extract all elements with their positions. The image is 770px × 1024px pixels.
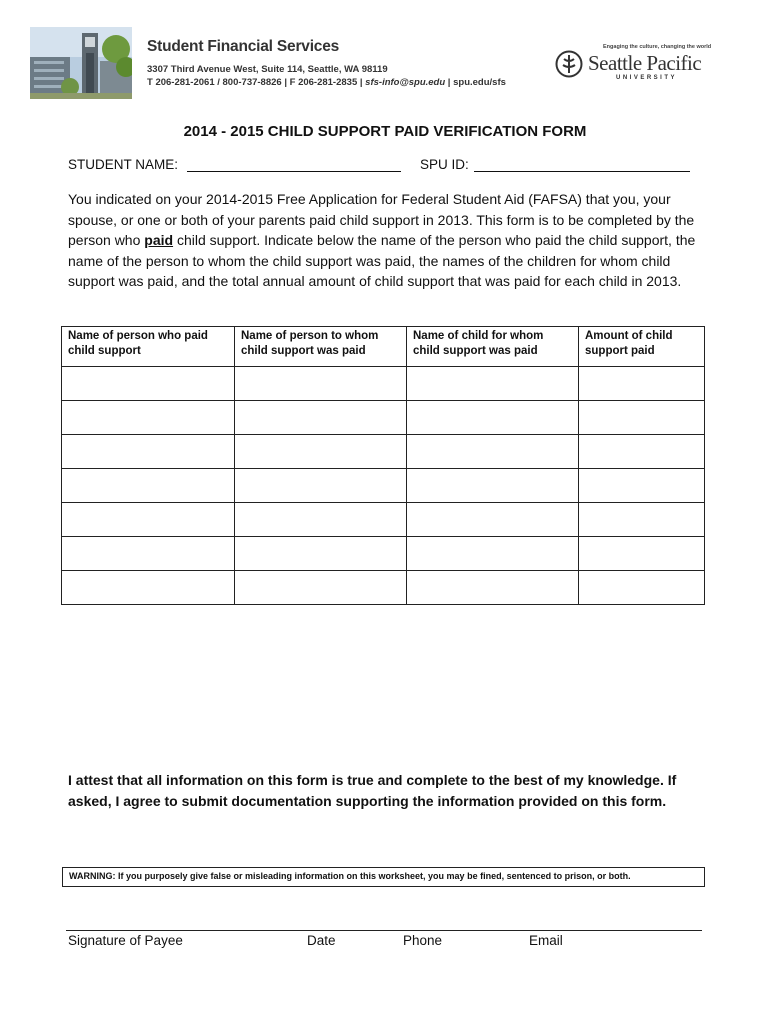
cell-input-payer[interactable]	[62, 537, 234, 570]
column-header-payer: Name of person who paid child support	[62, 327, 235, 367]
table-cell-recipient[interactable]	[235, 503, 407, 537]
table-row	[62, 503, 705, 537]
contact-web: spu.edu/sfs	[453, 77, 506, 88]
cell-input-payer[interactable]	[62, 503, 234, 536]
cell-input-payer[interactable]	[62, 571, 234, 604]
cell-input-amount[interactable]	[579, 435, 704, 468]
contact-email: sfs-info@spu.edu	[365, 77, 446, 88]
table-cell-payer[interactable]	[62, 435, 235, 469]
table-cell-child[interactable]	[407, 503, 579, 537]
signature-payee-label: Signature of Payee	[68, 933, 183, 948]
table-cell-payer[interactable]	[62, 401, 235, 435]
table-body	[62, 367, 705, 605]
table-row	[62, 571, 705, 605]
attestation-text: I attest that all information on this form is true and complete to the best of my knowledge. If asked, I agree to submit documentation supporting the information provided on this form.	[68, 772, 677, 809]
table-cell-amount[interactable]	[579, 401, 705, 435]
table-row	[62, 537, 705, 571]
cell-input-amount[interactable]	[579, 571, 704, 604]
cell-input-child[interactable]	[407, 401, 578, 434]
cell-input-payer[interactable]	[62, 401, 234, 434]
table-header-row	[62, 327, 705, 367]
cell-input-recipient[interactable]	[235, 367, 406, 400]
contact-fax: F 206-281-2835	[289, 77, 358, 88]
signature-date-label: Date	[307, 933, 336, 948]
office-contact: T 206-281-2061 / 800-737-8826 | F 206-281-2835 | sfs-info@spu.edu | spu.edu/sfs	[147, 77, 506, 88]
cell-input-amount[interactable]	[579, 469, 704, 502]
table-cell-amount[interactable]	[579, 537, 705, 571]
cell-input-recipient[interactable]	[235, 537, 406, 570]
table-cell-amount[interactable]	[579, 503, 705, 537]
university-tagline: Engaging the culture, changing the world	[603, 44, 712, 50]
cell-input-recipient[interactable]	[235, 435, 406, 468]
contact-phone: T 206-281-2061 / 800-737-8826	[147, 77, 282, 88]
spu-id-field[interactable]	[474, 155, 690, 172]
table-cell-child[interactable]	[407, 537, 579, 571]
table-cell-amount[interactable]	[579, 367, 705, 401]
signature-email-label: Email	[529, 933, 563, 948]
table-cell-recipient[interactable]	[235, 401, 407, 435]
seattle-pacific-emblem-icon	[555, 50, 583, 78]
instructions-text-post: child support. Indicate below the name of the person who paid the child support, the name of the person to whom the child support was paid, the names of the children for whom child support was paid, and the total annual amount of child support that was paid for each child in 2013.	[68, 232, 696, 290]
table-cell-child[interactable]	[407, 435, 579, 469]
student-name-label: STUDENT NAME:	[68, 157, 179, 172]
cell-input-payer[interactable]	[62, 469, 234, 502]
form-title: 2014 - 2015 CHILD SUPPORT PAID VERIFICATION FORM	[183, 123, 587, 140]
table-cell-child[interactable]	[407, 571, 579, 605]
table-cell-child[interactable]	[407, 469, 579, 503]
cell-input-child[interactable]	[407, 367, 578, 400]
table-cell-payer[interactable]	[62, 503, 235, 537]
column-header-child: Name of child for whom child support was paid	[407, 327, 579, 367]
table-cell-payer[interactable]	[62, 537, 235, 571]
column-header-recipient: Name of person to whom child support was paid	[235, 327, 407, 367]
table-cell-recipient[interactable]	[235, 435, 407, 469]
university-name: Seattle Pacific	[588, 51, 702, 75]
table-cell-amount[interactable]	[579, 571, 705, 605]
table-cell-amount[interactable]	[579, 469, 705, 503]
warning-text: WARNING: If you purposely give false or misleading information on this worksheet, you may be fined, sentenced to prison, or both.	[69, 871, 631, 881]
table-row	[62, 469, 705, 503]
instructions-paragraph	[68, 189, 713, 292]
table-cell-payer[interactable]	[62, 469, 235, 503]
table-cell-recipient[interactable]	[235, 469, 407, 503]
cell-input-child[interactable]	[407, 503, 578, 536]
cell-input-recipient[interactable]	[235, 469, 406, 502]
table-row	[62, 401, 705, 435]
cell-input-amount[interactable]	[579, 537, 704, 570]
table-cell-recipient[interactable]	[235, 571, 407, 605]
signature-phone-label: Phone	[403, 933, 443, 948]
table-row	[62, 435, 705, 469]
cell-input-amount[interactable]	[579, 367, 704, 400]
column-header-amount: Amount of child support paid	[579, 327, 705, 367]
cell-input-child[interactable]	[407, 571, 578, 604]
table-cell-payer[interactable]	[62, 571, 235, 605]
building-photo	[30, 27, 132, 99]
cell-input-child[interactable]	[407, 469, 578, 502]
instructions-text-pre: You indicated on your 2014-2015 Free Application for Federal Student Aid (FAFSA) that you, your spouse, or one or both of your parents paid child support in 2013. This form is to be completed by the person who	[68, 191, 695, 249]
child-support-table	[61, 326, 705, 605]
table-cell-payer[interactable]	[62, 367, 235, 401]
table-cell-child[interactable]	[407, 367, 579, 401]
table-cell-recipient[interactable]	[235, 537, 407, 571]
cell-input-amount[interactable]	[579, 503, 704, 536]
cell-input-child[interactable]	[407, 435, 578, 468]
cell-input-recipient[interactable]	[235, 503, 406, 536]
cell-input-recipient[interactable]	[235, 571, 406, 604]
office-name: Student Financial Services	[147, 38, 340, 55]
spu-id-label: SPU ID:	[420, 157, 469, 172]
cell-input-amount[interactable]	[579, 401, 704, 434]
table-cell-child[interactable]	[407, 401, 579, 435]
student-name-field[interactable]	[187, 155, 401, 172]
instructions-emphasis: paid	[144, 232, 174, 249]
table-row	[62, 367, 705, 401]
signature-line[interactable]	[66, 930, 702, 931]
cell-input-payer[interactable]	[62, 435, 234, 468]
table-cell-amount[interactable]	[579, 435, 705, 469]
table-cell-recipient[interactable]	[235, 367, 407, 401]
cell-input-payer[interactable]	[62, 367, 234, 400]
university-subtitle: UNIVERSITY	[616, 75, 678, 81]
office-address: 3307 Third Avenue West, Suite 114, Seattle, WA 98119	[147, 64, 388, 75]
cell-input-recipient[interactable]	[235, 401, 406, 434]
cell-input-child[interactable]	[407, 537, 578, 570]
